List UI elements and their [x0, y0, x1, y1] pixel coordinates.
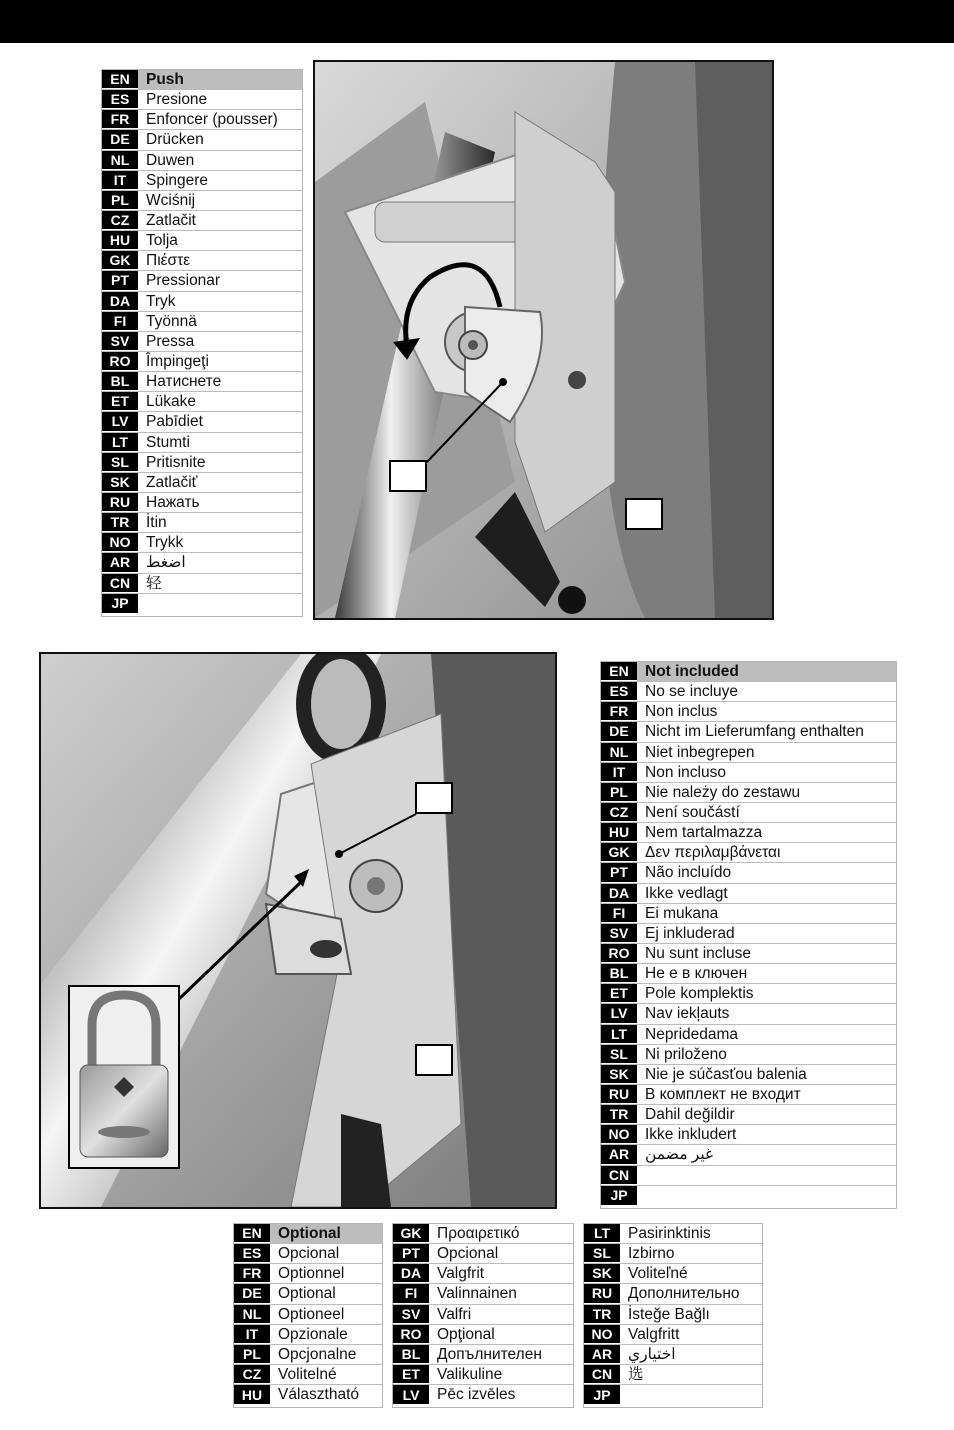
translation-text: Pēc izvēles: [437, 1386, 516, 1404]
language-code: GK: [102, 251, 138, 270]
translation-text: Ei mukana: [645, 904, 719, 922]
table-row: [601, 783, 896, 803]
photo-padlock-tab: [39, 652, 557, 1209]
language-code: JP: [102, 594, 138, 614]
translation-text: Opcjonalne: [278, 1345, 357, 1363]
translation-text: Valfri: [437, 1305, 472, 1323]
table-row: [601, 662, 896, 682]
translation-text: 选: [628, 1365, 644, 1383]
language-code: CN: [584, 1365, 620, 1384]
language-code: FI: [102, 312, 138, 331]
language-code: TR: [102, 513, 138, 532]
table-row: [102, 110, 302, 130]
table-row: [102, 533, 302, 553]
translation-text: Työnnä: [146, 312, 197, 330]
translation-text: Нажать: [146, 493, 200, 511]
table-row: [584, 1305, 762, 1325]
table-row: [601, 984, 896, 1004]
translation-text: غير مضمن: [645, 1146, 714, 1164]
translation-text: Dahil değildir: [645, 1106, 735, 1124]
table-row: [584, 1325, 762, 1345]
language-code: SV: [102, 332, 138, 351]
translation-text: Wciśnij: [146, 191, 196, 209]
language-code: EN: [102, 70, 138, 89]
translation-text: Optionnel: [278, 1265, 345, 1283]
table-row: [584, 1385, 762, 1405]
translation-text: Valgfrit: [437, 1265, 485, 1283]
language-code: IT: [234, 1325, 270, 1344]
translation-text: Non incluso: [645, 763, 726, 781]
translation-text: اضغط: [146, 554, 186, 572]
optional-translation-table-2: [392, 1223, 574, 1408]
language-code: SL: [102, 453, 138, 472]
callout-box-3: [415, 782, 453, 814]
table-row: [102, 191, 302, 211]
language-code: PL: [234, 1345, 270, 1364]
language-code: BL: [393, 1345, 429, 1364]
language-code: BL: [601, 964, 637, 983]
table-row: [102, 574, 302, 594]
table-row: [234, 1325, 382, 1345]
language-code: GK: [601, 843, 637, 862]
translation-text: Pabīdiet: [146, 413, 203, 431]
table-row: [393, 1365, 573, 1385]
table-row: [601, 1025, 896, 1045]
language-code: RU: [102, 493, 138, 512]
language-code: LV: [393, 1385, 429, 1405]
translation-text: Nav iekļauts: [645, 1005, 730, 1023]
table-row: [102, 70, 302, 90]
table-row: [584, 1224, 762, 1244]
language-code: ET: [393, 1365, 429, 1384]
language-code: FR: [102, 110, 138, 129]
translation-text: Duwen: [146, 151, 195, 169]
language-code: NL: [601, 743, 637, 762]
table-row: [102, 473, 302, 493]
translation-text: Дополнительно: [628, 1285, 740, 1303]
language-code: EN: [234, 1224, 270, 1243]
table-row: [601, 924, 896, 944]
language-code: SL: [584, 1244, 620, 1263]
translation-text: Lükake: [146, 393, 196, 411]
table-row: [584, 1264, 762, 1284]
translation-text: [637, 1186, 896, 1206]
table-row: [601, 682, 896, 702]
translation-text: Optioneel: [278, 1305, 345, 1323]
table-row: [584, 1244, 762, 1264]
table-row: [102, 453, 302, 473]
table-row: [601, 1065, 896, 1085]
language-code: FI: [601, 904, 637, 923]
translation-text: Não incluído: [645, 864, 732, 882]
translation-text: В комплект не входит: [645, 1085, 801, 1103]
language-code: RU: [584, 1284, 620, 1303]
language-code: DE: [102, 130, 138, 149]
photo-push-mechanism: [313, 60, 774, 620]
translation-text: اختياري: [628, 1345, 676, 1363]
push-translation-table: [101, 69, 303, 617]
language-code: LV: [601, 1004, 637, 1023]
language-code: CZ: [601, 803, 637, 822]
table-row: [601, 1145, 896, 1165]
table-row: [601, 1085, 896, 1105]
translation-text: Tolja: [146, 232, 178, 250]
table-row: [584, 1345, 762, 1365]
translation-text: Προαιρετικό: [437, 1225, 520, 1242]
translation-text: Trykk: [146, 534, 184, 552]
translation-text: Niet inbegrepen: [645, 743, 755, 761]
language-code: LT: [102, 433, 138, 452]
language-code: SV: [393, 1305, 429, 1324]
table-row: [234, 1244, 382, 1264]
translation-text: Opcional: [437, 1245, 499, 1263]
translation-text: Nem tartalmazza: [645, 824, 763, 842]
language-code: NO: [584, 1325, 620, 1344]
translation-text: Választható: [278, 1386, 359, 1404]
language-code: IT: [601, 763, 637, 782]
language-code: ES: [102, 90, 138, 109]
language-code: ET: [601, 984, 637, 1003]
language-code: DA: [393, 1264, 429, 1283]
language-code: ET: [102, 392, 138, 411]
translation-text: [138, 594, 302, 614]
table-row: [601, 803, 896, 823]
language-code: LT: [584, 1224, 620, 1243]
table-row: [393, 1244, 573, 1264]
translation-text: Nu sunt incluse: [645, 944, 751, 962]
top-black-bar: [0, 0, 954, 43]
table-row: [393, 1264, 573, 1284]
table-row: [102, 211, 302, 231]
translation-text: Není součástí: [645, 803, 740, 821]
translation-text: [637, 1166, 896, 1185]
table-row: [393, 1345, 573, 1365]
language-code: LV: [102, 412, 138, 431]
language-code: CN: [601, 1166, 637, 1185]
language-code: IT: [102, 171, 138, 190]
table-row: [393, 1325, 573, 1345]
translation-text: Ej inkluderad: [645, 924, 735, 942]
translation-text: Zatlačit: [146, 211, 196, 229]
callout-box-1: [389, 460, 427, 492]
language-code: JP: [584, 1385, 620, 1405]
table-row: [601, 1166, 896, 1186]
language-code: PL: [601, 783, 637, 802]
translation-text: Πιέστε: [146, 252, 191, 270]
table-row: [601, 702, 896, 722]
translation-text: Допълнителен: [437, 1345, 542, 1363]
language-code: ES: [601, 682, 637, 701]
table-row: [102, 231, 302, 251]
language-code: PT: [102, 271, 138, 290]
language-code: PL: [102, 191, 138, 210]
translation-text: Nepridedama: [645, 1025, 739, 1043]
language-code: RO: [601, 944, 637, 963]
language-code: CN: [102, 574, 138, 593]
translation-text: Stumti: [146, 433, 190, 451]
table-row: [102, 251, 302, 271]
table-row: [102, 352, 302, 372]
translation-text: Nie je súčasťou balenia: [645, 1065, 807, 1083]
language-code: LT: [601, 1025, 637, 1044]
translation-text: [620, 1385, 762, 1405]
table-row: [102, 171, 302, 191]
table-row: [393, 1224, 573, 1244]
translation-text: No se incluye: [645, 683, 739, 701]
language-code: CZ: [102, 211, 138, 230]
optional-translation-table-1: [233, 1223, 383, 1408]
table-row: [102, 513, 302, 533]
translation-text: Натиснете: [146, 373, 222, 391]
language-code: NO: [601, 1125, 637, 1144]
translation-text: Zatlačiť: [146, 473, 198, 491]
language-code: NL: [234, 1305, 270, 1324]
language-code: SV: [601, 924, 637, 943]
language-code: SL: [601, 1045, 637, 1064]
language-code: EN: [601, 662, 637, 681]
table-row: [234, 1305, 382, 1325]
translation-text: Opcional: [278, 1245, 340, 1263]
translation-text: Opzionale: [278, 1325, 348, 1343]
table-row: [102, 151, 302, 171]
translation-text: Presione: [146, 91, 208, 109]
language-code: DA: [102, 292, 138, 311]
table-row: [601, 1004, 896, 1024]
language-code: RU: [601, 1085, 637, 1104]
table-row: [393, 1284, 573, 1304]
translation-text: Ikke vedlagt: [645, 884, 728, 902]
language-code: DA: [601, 884, 637, 903]
table-row: [102, 433, 302, 453]
table-row: [234, 1345, 382, 1365]
table-row: [601, 763, 896, 783]
language-code: PT: [393, 1244, 429, 1263]
language-code: AR: [601, 1145, 637, 1164]
table-row: [234, 1264, 382, 1284]
table-row: [601, 944, 896, 964]
language-code: RO: [102, 352, 138, 371]
language-code: GK: [393, 1224, 429, 1243]
language-code: ES: [234, 1244, 270, 1263]
language-code: TR: [584, 1305, 620, 1324]
translation-text: Optional: [270, 1224, 382, 1243]
translation-text: Valikuline: [437, 1365, 503, 1383]
translation-text: Voliteľné: [628, 1265, 688, 1283]
translation-text: Drücken: [146, 131, 204, 149]
table-row: [393, 1305, 573, 1325]
translation-text: Valgfritt: [628, 1325, 680, 1343]
table-row: [102, 130, 302, 150]
translation-text: Не е в ключен: [645, 965, 748, 983]
table-row: [601, 904, 896, 924]
language-code: DE: [234, 1284, 270, 1303]
not-included-translation-table: [600, 661, 897, 1209]
table-row: [601, 884, 896, 904]
callout-box-4: [415, 1044, 453, 1076]
table-row: [601, 1125, 896, 1145]
language-code: SK: [102, 473, 138, 492]
translation-text: 轻: [146, 574, 162, 592]
table-row: [234, 1385, 382, 1405]
table-row: [584, 1284, 762, 1304]
language-code: AR: [584, 1345, 620, 1364]
table-row: [601, 863, 896, 883]
translation-text: Non inclus: [645, 703, 718, 721]
translation-text: Enfoncer (pousser): [146, 111, 278, 129]
translation-text: Pasirinktinis: [628, 1225, 711, 1242]
translation-text: Pressa: [146, 332, 195, 350]
language-code: SK: [601, 1065, 637, 1084]
table-row: [601, 743, 896, 763]
language-code: SK: [584, 1264, 620, 1283]
language-code: RO: [393, 1325, 429, 1344]
table-row: [102, 332, 302, 352]
translation-text: Pressionar: [146, 272, 221, 290]
language-code: BL: [102, 372, 138, 391]
table-row: [102, 594, 302, 614]
table-row: [102, 90, 302, 110]
table-row: [584, 1365, 762, 1385]
translation-text: Spingere: [146, 171, 209, 189]
language-code: CZ: [234, 1365, 270, 1384]
table-row: [601, 722, 896, 742]
translation-text: Not included: [637, 662, 896, 681]
table-row: [102, 312, 302, 332]
language-code: HU: [102, 231, 138, 250]
table-row: [234, 1284, 382, 1304]
table-row: [601, 823, 896, 843]
language-code: HU: [234, 1385, 270, 1405]
translation-text: Pole komplektis: [645, 985, 754, 1003]
translation-text: Pritisnite: [146, 453, 206, 471]
table-row: [393, 1385, 573, 1405]
table-row: [102, 553, 302, 573]
language-code: NO: [102, 533, 138, 552]
language-code: DE: [601, 722, 637, 741]
translation-text: Împingeţi: [146, 352, 209, 370]
language-code: AR: [102, 553, 138, 572]
translation-text: Volitelné: [278, 1365, 337, 1383]
table-row: [601, 1105, 896, 1125]
translation-text: Nie należy do zestawu: [645, 783, 801, 801]
translation-text: İtin: [146, 514, 167, 532]
language-code: PT: [601, 863, 637, 882]
translation-text: Opţional: [437, 1325, 495, 1343]
optional-translation-table-3: [583, 1223, 763, 1408]
translation-text: Ni priloženo: [645, 1045, 727, 1063]
table-row: [601, 843, 896, 863]
table-row: [234, 1365, 382, 1385]
table-row: [102, 372, 302, 392]
translation-text: İsteğe Bağlı: [628, 1305, 710, 1323]
table-row: [102, 412, 302, 432]
table-row: [601, 1045, 896, 1065]
language-code: FR: [601, 702, 637, 721]
translation-text: Δεν περιλαμβάνεται: [645, 844, 781, 862]
translation-text: Tryk: [146, 292, 176, 310]
table-row: [102, 271, 302, 291]
table-row: [601, 1186, 896, 1206]
table-row: [102, 292, 302, 312]
language-code: FR: [234, 1264, 270, 1283]
translation-text: Valinnainen: [437, 1285, 517, 1303]
language-code: NL: [102, 151, 138, 170]
translation-text: Optional: [278, 1285, 336, 1303]
language-code: TR: [601, 1105, 637, 1124]
table-row: [234, 1224, 382, 1244]
padlock-inset: [68, 985, 180, 1169]
language-code: HU: [601, 823, 637, 842]
language-code: JP: [601, 1186, 637, 1206]
table-row: [102, 493, 302, 513]
table-row: [102, 392, 302, 412]
translation-text: Nicht im Lieferumfang enthalten: [645, 723, 864, 741]
table-row: [601, 964, 896, 984]
translation-text: Push: [138, 70, 302, 89]
translation-text: Ikke inkludert: [645, 1126, 737, 1144]
language-code: FI: [393, 1284, 429, 1303]
callout-box-2: [625, 498, 663, 530]
translation-text: Izbirno: [628, 1245, 675, 1263]
